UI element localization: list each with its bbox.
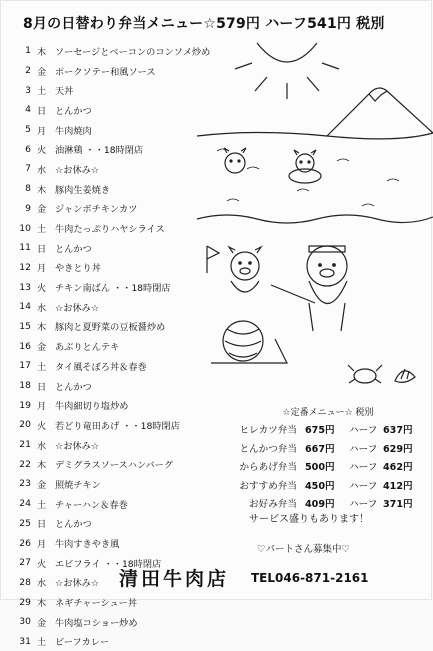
bento-price: 409円 — [305, 499, 335, 511]
dish-name: 油淋鶏 ・・18時閉店 — [55, 145, 144, 157]
dish-name: チキン南ばん ・・18時閉店 — [55, 283, 171, 295]
half-price: 462円 — [383, 462, 413, 474]
weekday: 月 — [37, 125, 47, 137]
service-note: サービス盛りもあります！ — [249, 514, 369, 525]
bento-name: ヒレカツ弁当 — [239, 425, 297, 437]
dish-name: 豚肉生姜焼き — [55, 184, 111, 196]
day-number: 23 — [19, 478, 31, 490]
table-row — [233, 476, 423, 495]
list-item — [19, 632, 269, 651]
watermelon-icon — [211, 321, 287, 363]
weekday: 金 — [37, 342, 47, 354]
dish-name: やきとり丼 — [55, 263, 101, 275]
day-number: 8 — [25, 183, 31, 195]
weekday: 木 — [37, 184, 47, 196]
dish-name: ビーフカレー — [55, 637, 110, 649]
dish-name: ネギチャーシュー丼 — [55, 598, 138, 610]
bento-price: 667円 — [305, 443, 335, 455]
weekday: 木 — [37, 322, 47, 334]
dish-name: チャーハン＆春巻 — [55, 499, 128, 511]
half-label: ハーフ — [349, 499, 378, 511]
day-number: 19 — [19, 399, 31, 411]
dish-name: 若どり竜田あげ ・・18時閉店 — [55, 420, 180, 432]
water-ripples — [217, 149, 399, 206]
dish-name: 牛肉細切り塩炒め — [55, 401, 129, 413]
weekday: 木 — [37, 46, 47, 58]
weekday: 木 — [37, 460, 47, 472]
dish-name: あぶりとんテキ — [55, 342, 120, 354]
dish-name: 照焼チキン — [55, 479, 101, 491]
pig-stick-icon — [271, 246, 347, 331]
weekday: 日 — [37, 105, 47, 117]
weekday: 火 — [37, 145, 47, 157]
dish-name: 牛肉塩コショー炒め — [55, 617, 138, 629]
shell-icon — [395, 369, 415, 382]
dish-name: とんかつ — [55, 243, 92, 255]
day-number: 21 — [19, 439, 31, 451]
table-row — [233, 457, 423, 476]
day-number: 10 — [19, 222, 31, 234]
weekday: 水 — [37, 164, 47, 176]
day-number: 5 — [25, 124, 31, 136]
recruit-note: ♡パートさん募集中♡ — [257, 544, 351, 555]
day-number: 2 — [25, 65, 31, 77]
list-item — [19, 474, 269, 494]
day-number: 16 — [19, 340, 31, 352]
mountain-icon — [327, 88, 433, 136]
day-number: 3 — [25, 84, 31, 96]
float-ring-pig-icon — [289, 150, 321, 183]
weekday: 金 — [37, 204, 47, 216]
day-number: 31 — [19, 635, 31, 647]
half-price: 629円 — [383, 443, 413, 455]
crab-icon — [348, 365, 382, 383]
weekday: 火 — [37, 283, 47, 295]
day-number: 18 — [19, 380, 31, 392]
day-number: 12 — [19, 261, 31, 273]
dish-name: 豚肉と夏野菜の豆板醤炒め — [55, 322, 166, 334]
standard-menu — [233, 405, 423, 513]
day-number: 6 — [25, 143, 31, 155]
dish-name: ☆お休み☆ — [55, 164, 100, 176]
half-price: 637円 — [383, 425, 413, 437]
day-number: 27 — [19, 557, 31, 569]
bento-name: からあげ弁当 — [239, 462, 297, 474]
list-item — [19, 454, 269, 474]
half-label: ハーフ — [349, 480, 378, 492]
weekday: 火 — [37, 420, 47, 432]
dish-name: ジャンボチキンカツ — [55, 204, 138, 216]
list-item — [19, 514, 269, 534]
weekday: 水 — [37, 578, 47, 590]
day-number: 1 — [25, 45, 31, 57]
wave-line — [197, 215, 433, 223]
sun-icon — [235, 43, 339, 99]
table-row — [233, 420, 423, 439]
table-row — [233, 439, 423, 458]
day-number: 24 — [19, 498, 31, 510]
swimming-pig-icon — [224, 148, 246, 173]
dish-name: ポークソテー和風ソース — [55, 66, 156, 78]
half-label: ハーフ — [349, 425, 378, 437]
half-price: 371円 — [383, 499, 413, 511]
shop-name: 清田牛肉店 — [119, 568, 230, 590]
day-number: 28 — [19, 576, 31, 588]
dish-name: ソーセージとベーコンのコンソメ炒め — [55, 46, 211, 58]
dish-name: とんかつ — [55, 105, 92, 117]
bento-name: とんかつ弁当 — [239, 443, 297, 455]
list-item — [19, 533, 269, 553]
weekday: 金 — [37, 479, 47, 491]
list-item — [19, 415, 269, 435]
weekday: 水 — [37, 440, 47, 452]
pig-eating-icon — [207, 246, 261, 292]
weekday: 土 — [37, 224, 47, 236]
day-number: 25 — [19, 517, 31, 529]
bento-name: おすすめ弁当 — [239, 480, 297, 492]
day-number: 11 — [19, 242, 31, 254]
weekday: 土 — [37, 637, 47, 649]
dish-name: とんかつ — [55, 519, 92, 531]
bento-price: 500円 — [305, 462, 335, 474]
weekday: 月 — [37, 263, 47, 275]
day-number: 20 — [19, 419, 31, 431]
weekday: 金 — [37, 66, 47, 78]
weekday: 火 — [37, 558, 47, 570]
day-number: 9 — [25, 202, 31, 214]
dish-name: 牛肉たっぷりハヤシライス — [55, 224, 165, 236]
half-label: ハーフ — [349, 462, 378, 474]
weekday: 日 — [37, 243, 47, 255]
dish-name: ☆お休み☆ — [55, 440, 100, 452]
list-item — [19, 592, 269, 612]
weekday: 日 — [37, 381, 47, 393]
phone-number: TEL046-871-2161 — [251, 571, 369, 585]
weekday: 木 — [37, 598, 47, 610]
day-number: 15 — [19, 320, 31, 332]
day-number: 17 — [19, 360, 31, 372]
beach-illustration — [197, 41, 433, 403]
weekday: 月 — [37, 401, 47, 413]
day-number: 4 — [25, 104, 31, 116]
half-price: 412円 — [383, 480, 413, 492]
day-number: 13 — [19, 281, 31, 293]
dish-name: タイ風そぼろ丼＆春巻 — [55, 361, 147, 373]
bento-price: 675円 — [305, 425, 335, 437]
day-number: 22 — [19, 458, 31, 470]
day-number: 7 — [25, 163, 31, 175]
dish-name: ☆お休み☆ — [55, 578, 100, 590]
dish-name: デミグラスソースハンバーグ — [55, 460, 174, 472]
dish-name: ☆お休み☆ — [55, 302, 100, 314]
day-number: 30 — [19, 616, 31, 628]
day-number: 14 — [19, 301, 31, 313]
weekday: 日 — [37, 519, 47, 531]
day-number: 29 — [19, 596, 31, 608]
list-item — [19, 494, 269, 514]
dish-name: 牛肉焼肉 — [55, 125, 92, 137]
dish-name: 天丼 — [55, 86, 74, 98]
standard-menu-heading: ☆定番メニュー☆ 税別 — [282, 408, 374, 418]
weekday: 月 — [37, 539, 47, 551]
list-item — [19, 435, 269, 455]
page-title: 8月の日替わり弁当メニュー☆579円 ハーフ541円 税別 — [23, 16, 385, 32]
weekday: 土 — [37, 361, 47, 373]
half-label: ハーフ — [349, 443, 378, 455]
weekday: 土 — [37, 499, 47, 511]
bento-name: お好み弁当 — [249, 499, 297, 511]
weekday: 金 — [37, 617, 47, 629]
weekday: 土 — [37, 86, 47, 98]
day-number: 26 — [19, 537, 31, 549]
weekday: 水 — [37, 302, 47, 314]
dish-name: 牛肉すきやき風 — [55, 539, 120, 551]
shoreline — [197, 133, 433, 139]
dish-name: とんかつ — [55, 381, 92, 393]
list-item — [19, 612, 269, 632]
bento-price: 450円 — [305, 480, 335, 492]
dish-name: エビフライ ・・18時閉店 — [55, 558, 162, 570]
